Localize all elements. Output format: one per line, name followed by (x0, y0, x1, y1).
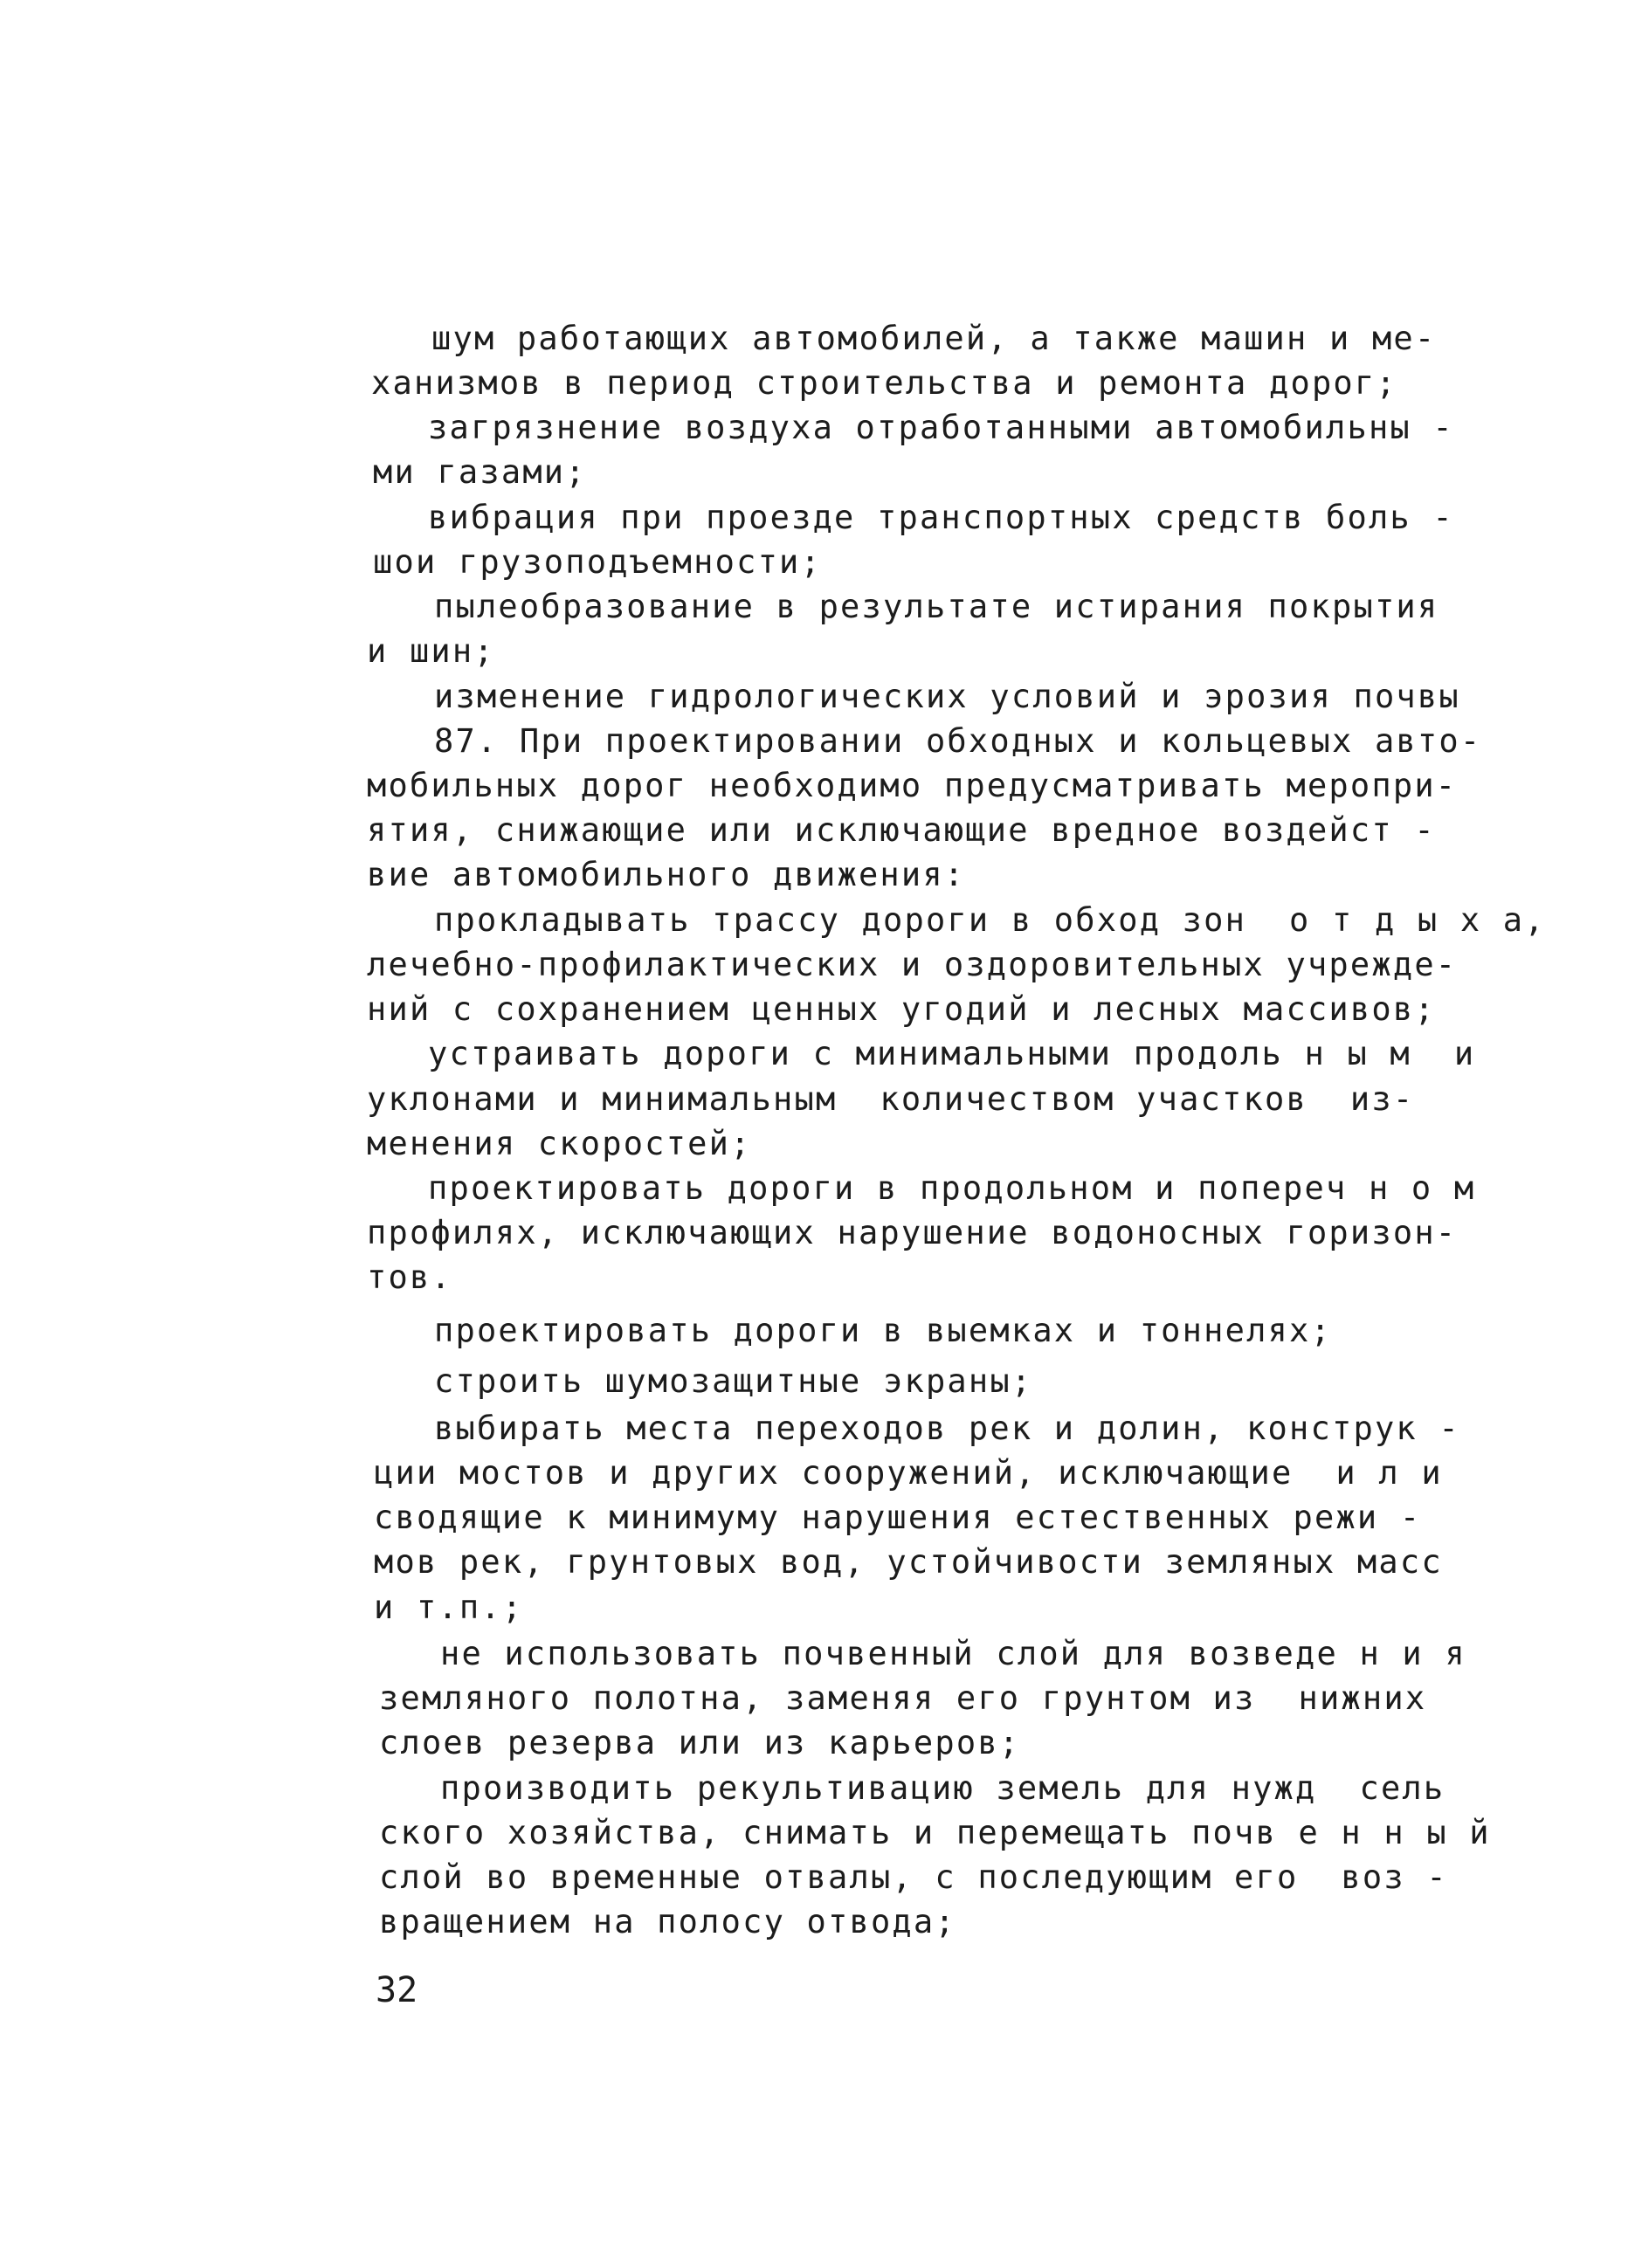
text-line: менения скоростей; (367, 1125, 752, 1162)
text-line: мобильных дорог необходимо предусматривать меропри- (367, 767, 1458, 804)
text-line: вращением на полосу отвода; (379, 1903, 956, 1941)
text-line: профилях, исключающих нарушение водоносных горизон- (367, 1214, 1458, 1251)
text-line: вибрация при проезде транспортных средств боль - (428, 499, 1454, 536)
text-line: ского хозяйства, снимать и перемещать почв е н н ы й (379, 1814, 1491, 1851)
text-line: слой во временные отвалы, с последующим его воз - (379, 1858, 1448, 1896)
text-line: пылеобразование в результате истирания покрытия (434, 588, 1439, 625)
page-number: 32 (376, 1970, 418, 2010)
text-line: производить рекультивацию земель для нужд сель (440, 1769, 1445, 1807)
text-line: ятия, снижающие или исключающие вредное воздейст - (367, 811, 1436, 849)
text-line: вие автомобильного движения: (367, 856, 966, 893)
text-line: 87. При проектировании обходных и кольцевых авто- (434, 722, 1482, 760)
text-line: ции мостов и других сооружений, исключающие и л и (374, 1454, 1443, 1492)
text-line: не использовать почвенный слой для возведе н и я (440, 1635, 1466, 1672)
text-line: изменение гидрологических условий и эрозия почвы (434, 678, 1460, 715)
text-line: и шин; (367, 632, 495, 670)
text-line: проектировать дороги в продольном и попереч н о м (428, 1169, 1476, 1207)
text-line: выбирать места переходов рек и долин, конструк - (434, 1410, 1460, 1447)
text-line: земляного полотна, заменяя его грунтом из нижних (379, 1679, 1427, 1717)
text-line: строить шумозащитные экраны; (434, 1362, 1033, 1400)
text-line: загрязнение воздуха отработанными автомобильны - (428, 409, 1454, 446)
text-line: ний с сохранением ценных угодий и лесных массивов; (367, 990, 1436, 1028)
text-line: проектировать дороги в выемках и тоннелях; (434, 1312, 1332, 1349)
text-line: сводящие к минимуму нарушения естественных режи - (374, 1499, 1422, 1536)
text-line: шои грузоподъемности; (373, 543, 822, 581)
text-line: тов. (367, 1258, 452, 1296)
text-line: устраивать дороги с минимальными продоль н ы м и (428, 1035, 1476, 1072)
text-line: ханизмов в период строительства и ремонта дорог; (371, 364, 1397, 402)
text-line: слоев резерва или из карьеров; (379, 1724, 1021, 1761)
text-line: лечебно-профилактических и оздоровительных учрежде- (367, 946, 1458, 983)
text-line: уклонами и минимальным количеством участков из- (367, 1080, 1415, 1118)
text-line: ми газами; (373, 453, 587, 491)
text-line: шум работающих автомобилей, а также машин и ме- (431, 320, 1437, 357)
text-line: и т.п.; (374, 1589, 524, 1626)
text-line: прокладывать трассу дороги в обход зон о т д ы х а, (434, 901, 1546, 939)
text-line: мов рек, грунтовых вод, устойчивости земляных масс (374, 1543, 1443, 1581)
